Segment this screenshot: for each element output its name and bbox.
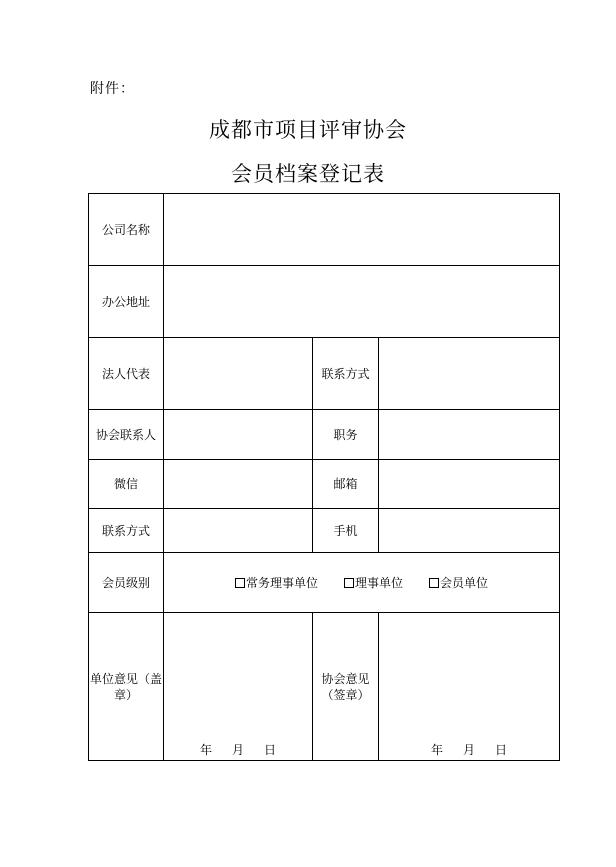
row-opinions: [89, 613, 560, 761]
unit-opinion-label-line2: 章）: [113, 687, 138, 702]
level-option-label: 常务理事单位: [245, 575, 318, 590]
document-subtitle: 会员档案登记表: [231, 162, 385, 186]
level-option-executive-director[interactable]: [235, 575, 318, 591]
unit-opinion-field[interactable]: [164, 613, 313, 761]
legal-rep-field[interactable]: [164, 338, 313, 410]
member-level-options: [164, 553, 560, 613]
level-option-director[interactable]: [344, 575, 403, 591]
wechat-label: 微信: [89, 460, 164, 509]
contact-method-field[interactable]: [379, 338, 560, 410]
row-legal-rep: [89, 338, 560, 410]
level-option-member[interactable]: [429, 575, 488, 591]
checkbox-icon[interactable]: [429, 578, 439, 588]
unit-opinion-date: [164, 742, 312, 758]
assoc-contact-field[interactable]: [164, 410, 313, 460]
assoc-opinion-field[interactable]: [379, 613, 560, 761]
assoc-opinion-date: [379, 742, 559, 758]
row-contact-phone: [89, 509, 560, 553]
position-field[interactable]: [379, 410, 560, 460]
row-assoc-contact: [89, 410, 560, 460]
email-label: 邮箱: [313, 460, 379, 509]
checkbox-icon[interactable]: [344, 578, 354, 588]
checkbox-icon[interactable]: [235, 578, 245, 588]
unit-opinion-label: [89, 613, 164, 761]
assoc-opinion-label-line1: 协会意见: [321, 671, 370, 686]
assoc-contact-label: 协会联系人: [89, 410, 164, 460]
contact-method-label: 联系方式: [313, 338, 379, 410]
date-year: 年: [430, 743, 443, 757]
member-level-label: 会员级别: [89, 553, 164, 613]
date-year: 年: [199, 743, 212, 757]
attachment-label: 附件：: [90, 81, 135, 97]
contact-method2-field[interactable]: [164, 509, 313, 553]
office-address-label: 办公地址: [89, 266, 164, 338]
mobile-label: 手机: [313, 509, 379, 553]
mobile-field[interactable]: [379, 509, 560, 553]
level-option-label: 理事单位: [355, 575, 404, 590]
wechat-field[interactable]: [164, 460, 313, 509]
member-registration-form: [88, 193, 560, 761]
level-option-label: 会员单位: [440, 575, 489, 590]
office-address-field[interactable]: [164, 266, 560, 338]
row-wechat: [89, 460, 560, 509]
email-field[interactable]: [379, 460, 560, 509]
unit-opinion-label-line1: 单位意见（盖: [89, 671, 162, 686]
date-month: 月: [463, 743, 476, 757]
row-company-name: [89, 194, 560, 266]
company-name-field[interactable]: [164, 194, 560, 266]
row-member-level: [89, 553, 560, 613]
contact-method2-label: 联系方式: [89, 509, 164, 553]
legal-rep-label: 法人代表: [89, 338, 164, 410]
document-title: 成都市项目评审协会: [209, 118, 407, 142]
row-office-address: [89, 266, 560, 338]
date-day: 日: [264, 743, 277, 757]
assoc-opinion-label-line2: （签章）: [321, 687, 370, 702]
date-month: 月: [231, 743, 244, 757]
company-name-label: 公司名称: [89, 194, 164, 266]
date-day: 日: [495, 743, 508, 757]
position-label: 职务: [313, 410, 379, 460]
assoc-opinion-label: [313, 613, 379, 761]
